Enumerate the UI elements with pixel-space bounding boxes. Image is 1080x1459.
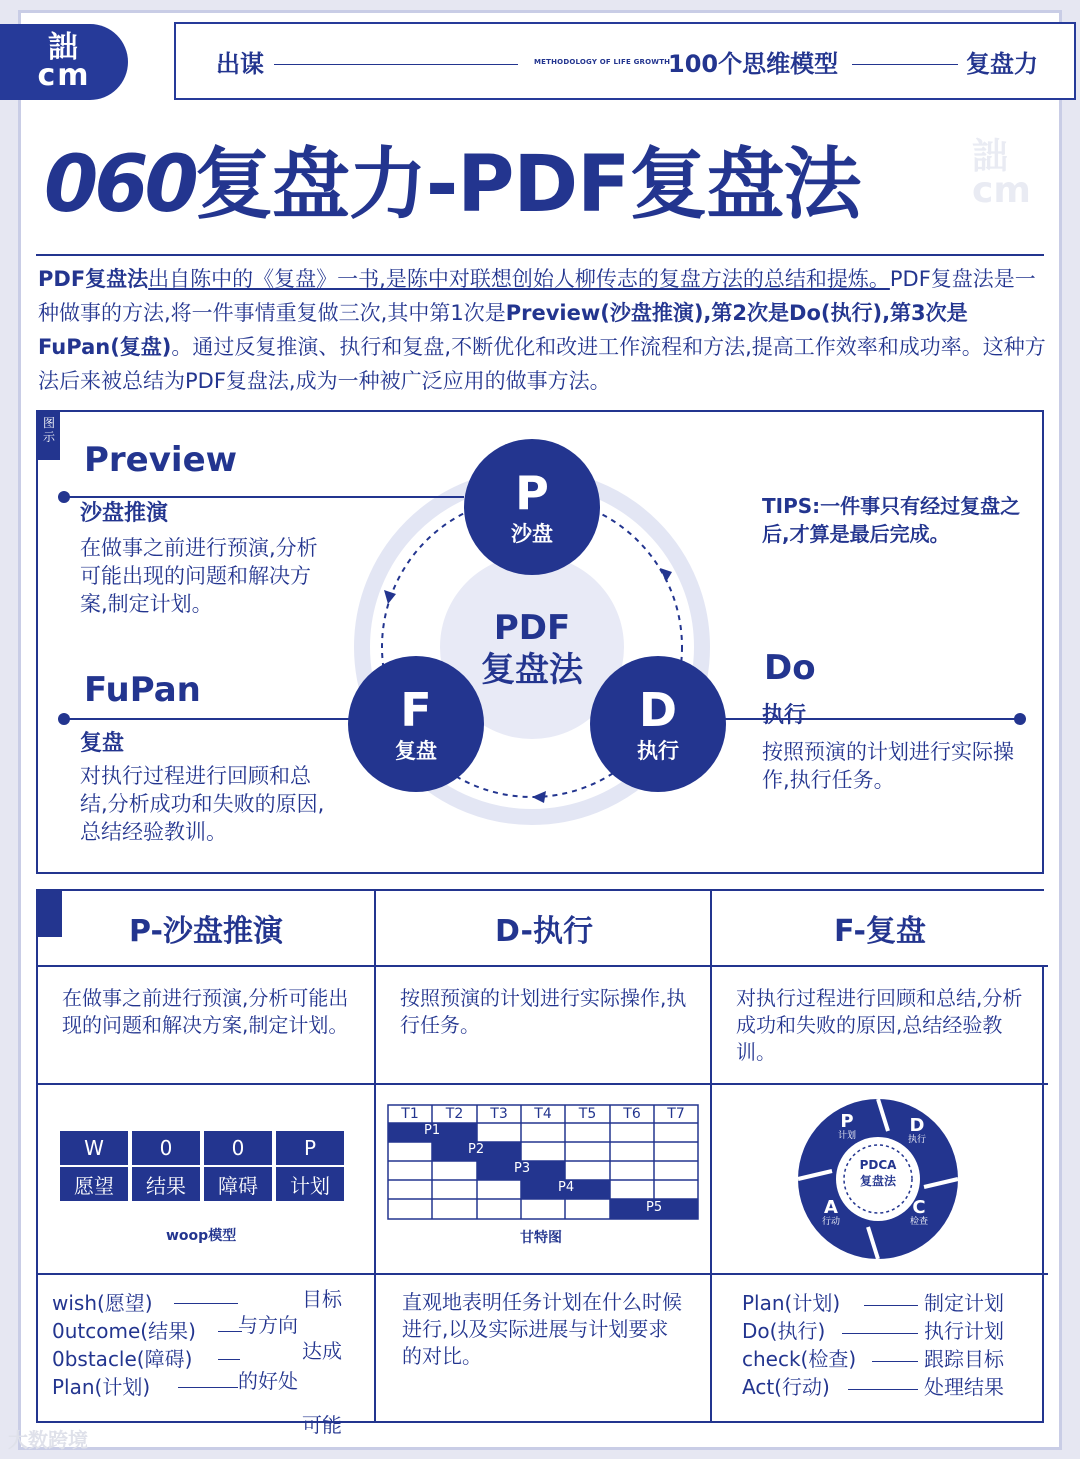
diagram-tag: 图示 [38,412,60,460]
woop-legend: wish(愿望) 0utcome(结果) 0bstacle(障碍) Plan(计划) 目标 与方向 达成 的好处 可能 [52,1287,342,1437]
column-desc: 对执行过程进行回顾和总结,分析成功和失败的原因,总结经验教训。 [712,967,1048,1085]
footer-watermark: 大数跨境 [8,1428,88,1452]
pdca-c: C 检查 [910,1197,929,1227]
pdf-diagram [36,410,1044,874]
p-dot [58,491,70,503]
header-center: 100个思维模型 [668,50,839,78]
f-subtitle: 复盘 [80,731,125,756]
column-header: P-沙盘推演 [38,891,374,967]
pdca-a: A 行动 [822,1197,841,1227]
header-divider [852,64,958,65]
woop-caption: woop模型 [166,1228,237,1244]
arrow-icon [660,568,672,582]
p-desc: 在做事之前进行预演,分析可能出现的问题和解决方案,制定计划。 [80,536,318,616]
column-header: F-复盘 [712,891,1048,967]
p-subtitle: 沙盘推演 [80,501,169,526]
p-title: Preview [84,440,238,480]
intro-paragraph: PDF复盘法出自陈中的《复盘》一书,是陈中对联想创始人柳传志的复盘方法的总结和提炼。PDF复盘法是一种做事的方法,将一件事情重复做三次,其中第1次是Preview(沙盘推演),第2次是Do(执行),第3次是FuPan(复盘)。通过反复推演、执行和复盘,不断优化和改进工作流程和方法,提高工作效率和成功率。这种方法后来被总结为PDF复盘法,成为一种被广泛应用的做事方法。 [38,267,1046,393]
gantt-chart: T1 T2 T3 T4 T5 T6 T7 P1 P2 P3 P4 P5 甘特图 [376,1087,712,1275]
column-desc: 在做事之前进行预演,分析可能出现的问题和解决方案,制定计划。 [38,967,374,1085]
header-divider [274,64,518,65]
pdca-d: D 执行 [908,1115,927,1145]
f-line [64,718,352,720]
f-desc: 对执行过程进行回顾和总结,分析成功和失败的原因,总结经验教训。 [80,764,325,844]
column-p [38,891,374,1437]
d-desc: 按照预演的计划进行实际操作,执行任务。 [762,740,1014,792]
brand-logo: 詘 cm [0,24,128,100]
watermark-logo: 詘 cm [972,136,1031,211]
d-dot [1014,713,1026,725]
d-subtitle: 执行 [762,703,807,728]
gantt-caption: 甘特图 [520,1230,562,1246]
pdca-center: PDCA 复盘法 [859,1158,897,1188]
title-rule [36,254,1044,256]
column-desc: 按照预演的计划进行实际操作,执行任务。 [376,967,712,1085]
page-title: 060复盘力-PDF复盘法 [44,140,861,230]
arrow-icon [384,590,396,604]
pdca-p: P 计划 [838,1111,857,1141]
gantt-desc: 直观地表明任务计划在什么时候进行,以及实际进展与计划要求的对比。 [402,1290,682,1368]
header-left: 出谋 [216,50,264,78]
d-node-text: D 执行 [637,683,679,763]
header-accent [38,891,62,937]
f-title: FuPan [84,670,201,710]
header-methodology: METHODOLOGY OF LIFE GROWTH [534,58,671,66]
gantt-header: T1 T2 T3 T4 T5 T6 T7 [401,1106,685,1122]
f-node-text: F 复盘 [395,683,437,763]
p-node-text: P 沙盘 [511,466,553,546]
pdca-cycle [712,1087,1048,1275]
pdca-legend: Plan(计划) Do(执行) check(检查) Act(行动) 制定计划 执行计划 跟踪目标 处理结果 [742,1291,1004,1399]
header-bar [174,22,1076,100]
column-header: D-执行 [376,891,712,967]
column-f [710,891,1048,1421]
comparison-table [36,889,1044,1437]
arrow-icon [532,791,546,803]
header-right: 复盘力 [966,50,1038,78]
f-dot [58,713,70,725]
column-d [374,891,712,1421]
d-title: Do [764,648,816,688]
center-label: PDF 复盘法 [481,608,583,690]
tips-text: TIPS:一件事只有经过复盘之后,才算是最后完成。 [762,494,1021,546]
woop-model: W 0 0 P 愿望 结果 障碍 计划 woop模型 [38,1087,374,1275]
